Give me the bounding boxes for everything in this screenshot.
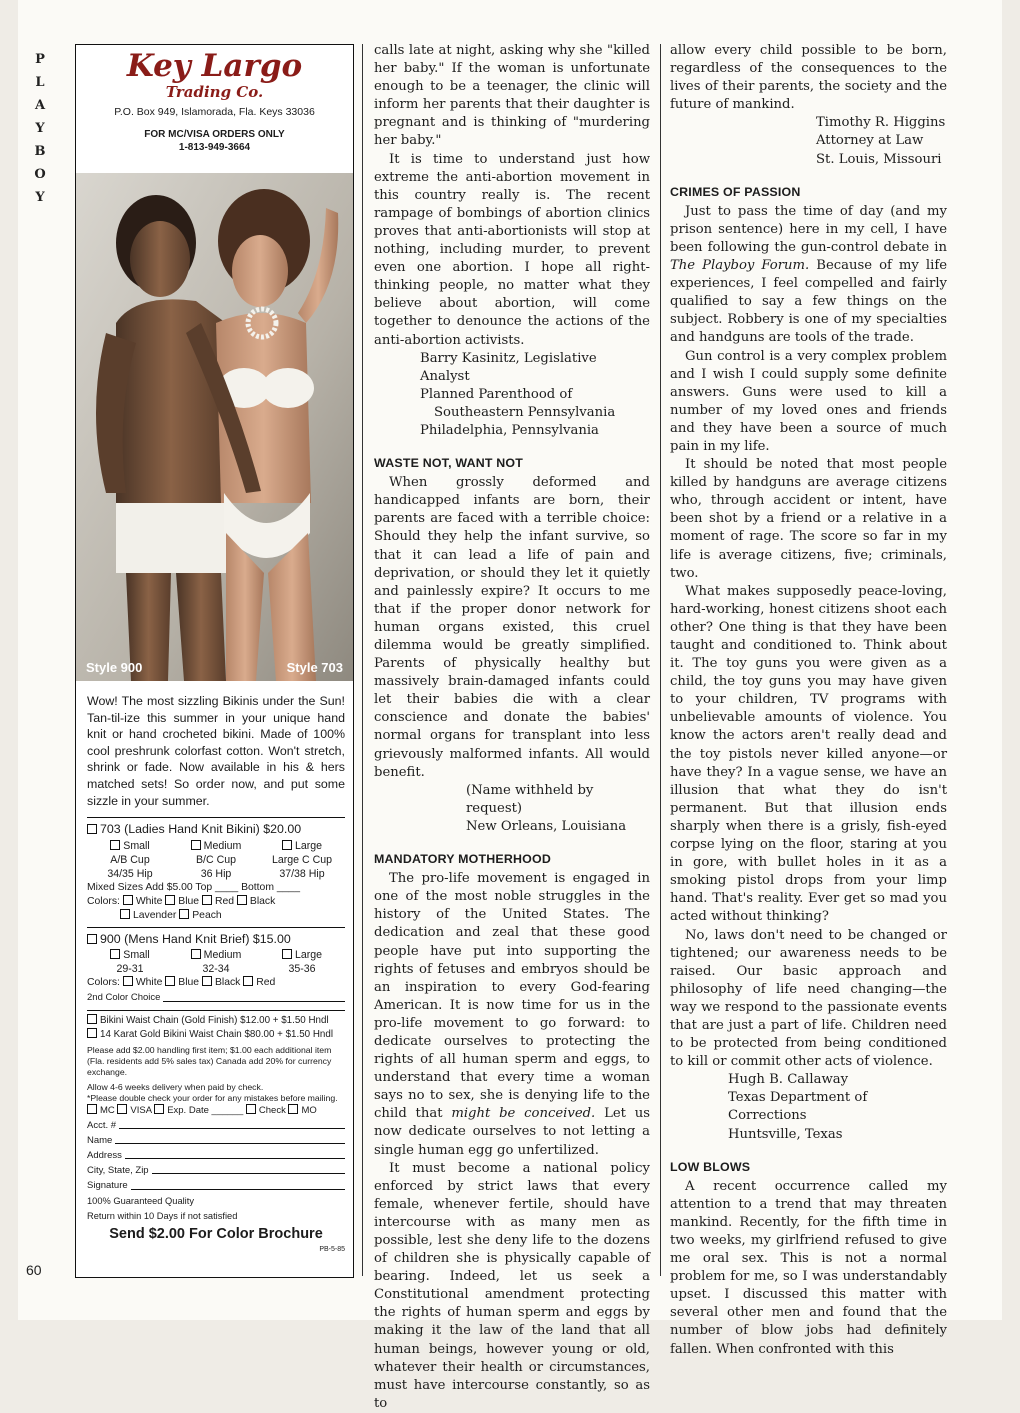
checkbox[interactable] (179, 909, 189, 919)
guarantee-text: 100% Guaranteed Quality (87, 1195, 194, 1206)
double-check-note: *Please double check your order for any mistakes before mailing. (87, 1092, 338, 1103)
models-photo (76, 173, 353, 681)
section-heading: WASTE NOT, WANT NOT (374, 456, 524, 471)
promo-text: Wow! The most sizzling Bikinis under the Sun! Tan-til-ize this summer in your unique hand knit or hand crocheted bikini. Made of 100% cool preshrunk colorfast cotton. Won't stretch, shrink or fade. Now available in his & hers matched sets! So order now, and put some sizzle in your summer. (87, 694, 345, 808)
checkbox[interactable] (154, 1104, 164, 1114)
checkbox[interactable] (165, 976, 175, 986)
brochure-offer: Send $2.00 For Color Brochure (109, 1225, 323, 1242)
checkbox[interactable] (191, 949, 201, 959)
account-number-field[interactable]: Acct. # (87, 1118, 345, 1133)
checkbox[interactable] (288, 1104, 298, 1114)
mens-brief-option: 900 (Mens Hand Knit Brief) $15.00 Small Medium Large 29-31 32-34 35-36 Colors: White Blue Black Red 2nd Color Choice (87, 927, 345, 1006)
paragraph: When grossly deformed and handicapped infants are born, their parents are faced with a terrible choice: Should they help the infant survive, so that it can lead a life of pain and deprivation, or should they let it quietly and painlessly expire? It occurs to me that if the proper donor network for human organs existed, this cruel dilemma would be greatly simplified. Parents of physically healthy but massively brain-damaged infants could let their babies die with a clear conscience and donate the babies' normal organs for transplant into less grievously malformed infants. All would benefit. (374, 475, 650, 780)
models-photo-illustration (76, 173, 353, 681)
checkbox[interactable] (165, 895, 175, 905)
mixed-sizes-line: Mixed Sizes Add $5.00 Top ____ Bottom ____ (87, 881, 300, 893)
column-divider (362, 44, 363, 1276)
ladies-checkbox[interactable] (87, 824, 97, 834)
checkbox[interactable] (123, 895, 133, 905)
checkbox[interactable] (282, 949, 292, 959)
paragraph: calls late at night, asking why she "killed her baby." If the woman is unfortunate enough to be a teenager, the clinic will inform her parents that their daughter is pregnant and is thinking of "murdering her baby." (374, 43, 650, 149)
brand-subtitle: Trading Co. (165, 83, 264, 101)
mailing-address: P.O. Box 949, Islamorada, Fla. Keys 33036 (114, 106, 315, 118)
mens-size-grid: Small Medium Large 29-31 32-34 35-36 (87, 948, 345, 976)
checkbox[interactable] (191, 840, 201, 850)
waist-chain-options: Bikini Waist Chain (Gold Finish) $12.00 + $1.50 Hndl 14 Karat Gold Bikini Waist Chain $80.00 + $1.50 Hndl (87, 1010, 345, 1042)
style-703-label: Style 703 (286, 660, 343, 675)
ladies-size-grid: Small Medium Large A/B Cup B/C Cup Large C Cup 34/35 Hip 36 Hip 37/38 Hip (107, 839, 333, 880)
letter-signature: Barry Kasinitz, Legislative Analyst Planned Parenthood of Southeastern Pennsylvania Philadelphia, Pennsylvania (420, 350, 616, 438)
order-form (87, 693, 345, 1259)
checkbox[interactable] (237, 895, 247, 905)
column-divider (660, 44, 661, 1276)
checkbox[interactable] (120, 909, 130, 919)
mens-checkbox[interactable] (87, 934, 97, 944)
paragraph: No, laws don't need to be changed or tightened; our awareness needs to be raised. Our basic approach and philosophy of life need changing—the way we respond to the passionate events that are just a part of life. Children need to be protected from being conditioned to kill or commit other acts of violence. (670, 927, 947, 1070)
paragraph: Just to pass the time of day (and my prison sentence) here in my cell, I have been following the gun-control debate in The Playboy Forum. Because of my life experiences, I feel compelled and fairly qualified to say a few things on the subject. Robbery is one of my specialties and handguns are tools of the trade. (670, 203, 947, 346)
paragraph: The pro-life movement is engaged in one of the most noble struggles in the history of the United States. The dedication and zeal that these good people have put into supporting the rights of fetuses and embryos should be an inspiration to every God-fearing American. It is now time for us in the pro-life movement to go forward: to dedicate ourselves to protecting the rights of all human sperm and eggs, to understand that every time a woman says no to sex, she is denying life to the child that might be conceived. Let us now dedicate ourselves to not letting a single human egg go unfertilized. (374, 871, 650, 1158)
style-900-label: Style 900 (86, 660, 143, 675)
checkbox[interactable] (282, 840, 292, 850)
paragraph: What makes supposedly peace-loving, hard-working, honest citizens shoot each other? One thing is that they have been taught and conditioned to. Think about it. The toy guns you were given as a child, the toy guns you may have given to your children, TV programs with unbelievable amounts of violence. You know the actors aren't really dead and the toy pistols never killed anyone—or have they? In a vague sense, we have an illusion that what they do isn't permanent. But that illusion ends sharply when there is a grisly, fish-eyed corpse lying on the floor, staring at you in gore, with bullet holes in it as a smoking pistol drops from your limp hand. That's reality. Ever get so mad you acted without thinking? (670, 583, 947, 925)
checkbox[interactable] (110, 840, 120, 850)
phone-orders: FOR MC/VISA ORDERS ONLY 1-813-949-3664 (144, 129, 285, 153)
checkbox[interactable] (110, 949, 120, 959)
paragraph: It must become a national policy enforced by strict laws that every female, whenever fertile, should have intercourse with as many men as possible, lest she deny life to the dozens of children she is physically capable of bearing. Indeed, let us seek a Constitutional amendment protecting the rights of human sperm and eggs by making it the law of the land that all human beings, however young or old, whatever their health or circumstances, must have intercourse constantly, so as to (374, 1160, 650, 1411)
checkbox[interactable] (243, 976, 253, 986)
checkbox[interactable] (117, 1104, 127, 1114)
running-head: P L A Y B O Y (34, 52, 46, 205)
checkbox[interactable] (123, 976, 133, 986)
checkbox[interactable] (202, 976, 212, 986)
city-state-zip-field[interactable]: City, State, Zip (87, 1163, 345, 1178)
bikini-advertisement (75, 44, 354, 1278)
checkbox[interactable] (87, 1028, 97, 1038)
section-heading: LOW BLOWS (670, 1159, 751, 1174)
paragraph: It should be noted that most people killed by handguns are average citizens who, through accident or intent, have been shot by a friend or a relative in a moment of rage. The score so far in my life is average citizens, five; criminals, two. (670, 457, 947, 581)
paragraph: A recent occurrence called my attention to a trend that may threaten mankind. Recently, for the fifth time in two weeks, my girlfriend refused to give me oral sex. This is not a normal problem for me, so I was understandably upset. I discussed this matter with several other men and found that the number of blow jobs had definitely fallen. When confronted with this (670, 1178, 947, 1357)
brand-name: Key Largo (126, 48, 303, 84)
paragraph: Gun control is a very complex problem and I wish I could supply some definite answers. Guns were used to kill a number of my loved ones and friends and they have been a source of much pain in my life. (670, 348, 947, 454)
address-field[interactable]: Address (87, 1148, 345, 1163)
ladies-bikini-option: 703 (Ladies Hand Knit Bikini) $20.00 Small Medium Large A/B Cup B/C Cup Large C Cup 34/35 Hip 36 Hip 37/38 Hip Mixed Sizes Add $5.00 Top ____ Bottom ____ Colors: White Blue Red Black Lavender Peach (87, 817, 345, 923)
handling-note: Please add $2.00 handling first item; $1.00 each additional item (Fla. residents add 5% sales tax) Canada add 20% for currency exchange. (87, 1044, 332, 1077)
paragraph: allow every child possible to be born, regardless of the consequences to the lives of their parents, the society and the future of mankind. (670, 43, 947, 113)
payment-options: MC VISA Exp. Date ______ Check MO (87, 1104, 345, 1118)
return-policy: Return within 10 Days if not satisfied (87, 1210, 238, 1221)
name-field[interactable]: Name (87, 1133, 345, 1148)
ladies-colors: Colors: White Blue Red Black Lavender Peach (87, 895, 276, 921)
letter-signature: Hugh B. Callaway Texas Department of Corrections Huntsville, Texas (728, 1072, 868, 1142)
paragraph: It is time to understand just how extreme the anti-abortion movement in this country really is. The recent rampage of bombings of abortion clinics proves that anti-abortionists will stop at nothing, including murder, to prevent even one abortion. I hope all right-thinking people, no matter what they believe about abortion, will come together to denounce the actions of the anti-abortion activists. (374, 151, 650, 348)
checkbox[interactable] (202, 895, 212, 905)
letter-signature: (Name withheld by request) New Orleans, Louisiana (466, 782, 627, 834)
checkbox[interactable] (246, 1104, 256, 1114)
mens-colors: Colors: White Blue Black Red (87, 977, 276, 989)
delivery-note: Allow 4-6 weeks delivery when paid by check. (87, 1081, 264, 1092)
signature-field[interactable]: Signature (87, 1178, 345, 1193)
second-color-field[interactable]: 2nd Color Choice (87, 990, 345, 1005)
checkbox[interactable] (87, 1104, 97, 1114)
section-heading: CRIMES OF PASSION (670, 184, 801, 199)
article-column-right (670, 42, 947, 1359)
letter-signature: Timothy R. Higgins Attorney at Law St. Louis, Missouri (816, 115, 946, 167)
article-column-middle (374, 42, 650, 1413)
checkbox[interactable] (87, 1014, 97, 1024)
ad-header (76, 49, 353, 154)
section-heading: MANDATORY MOTHERHOOD (374, 852, 552, 867)
page-number: 60 (26, 1262, 42, 1278)
ad-code: PB-5-85 (319, 1246, 345, 1254)
